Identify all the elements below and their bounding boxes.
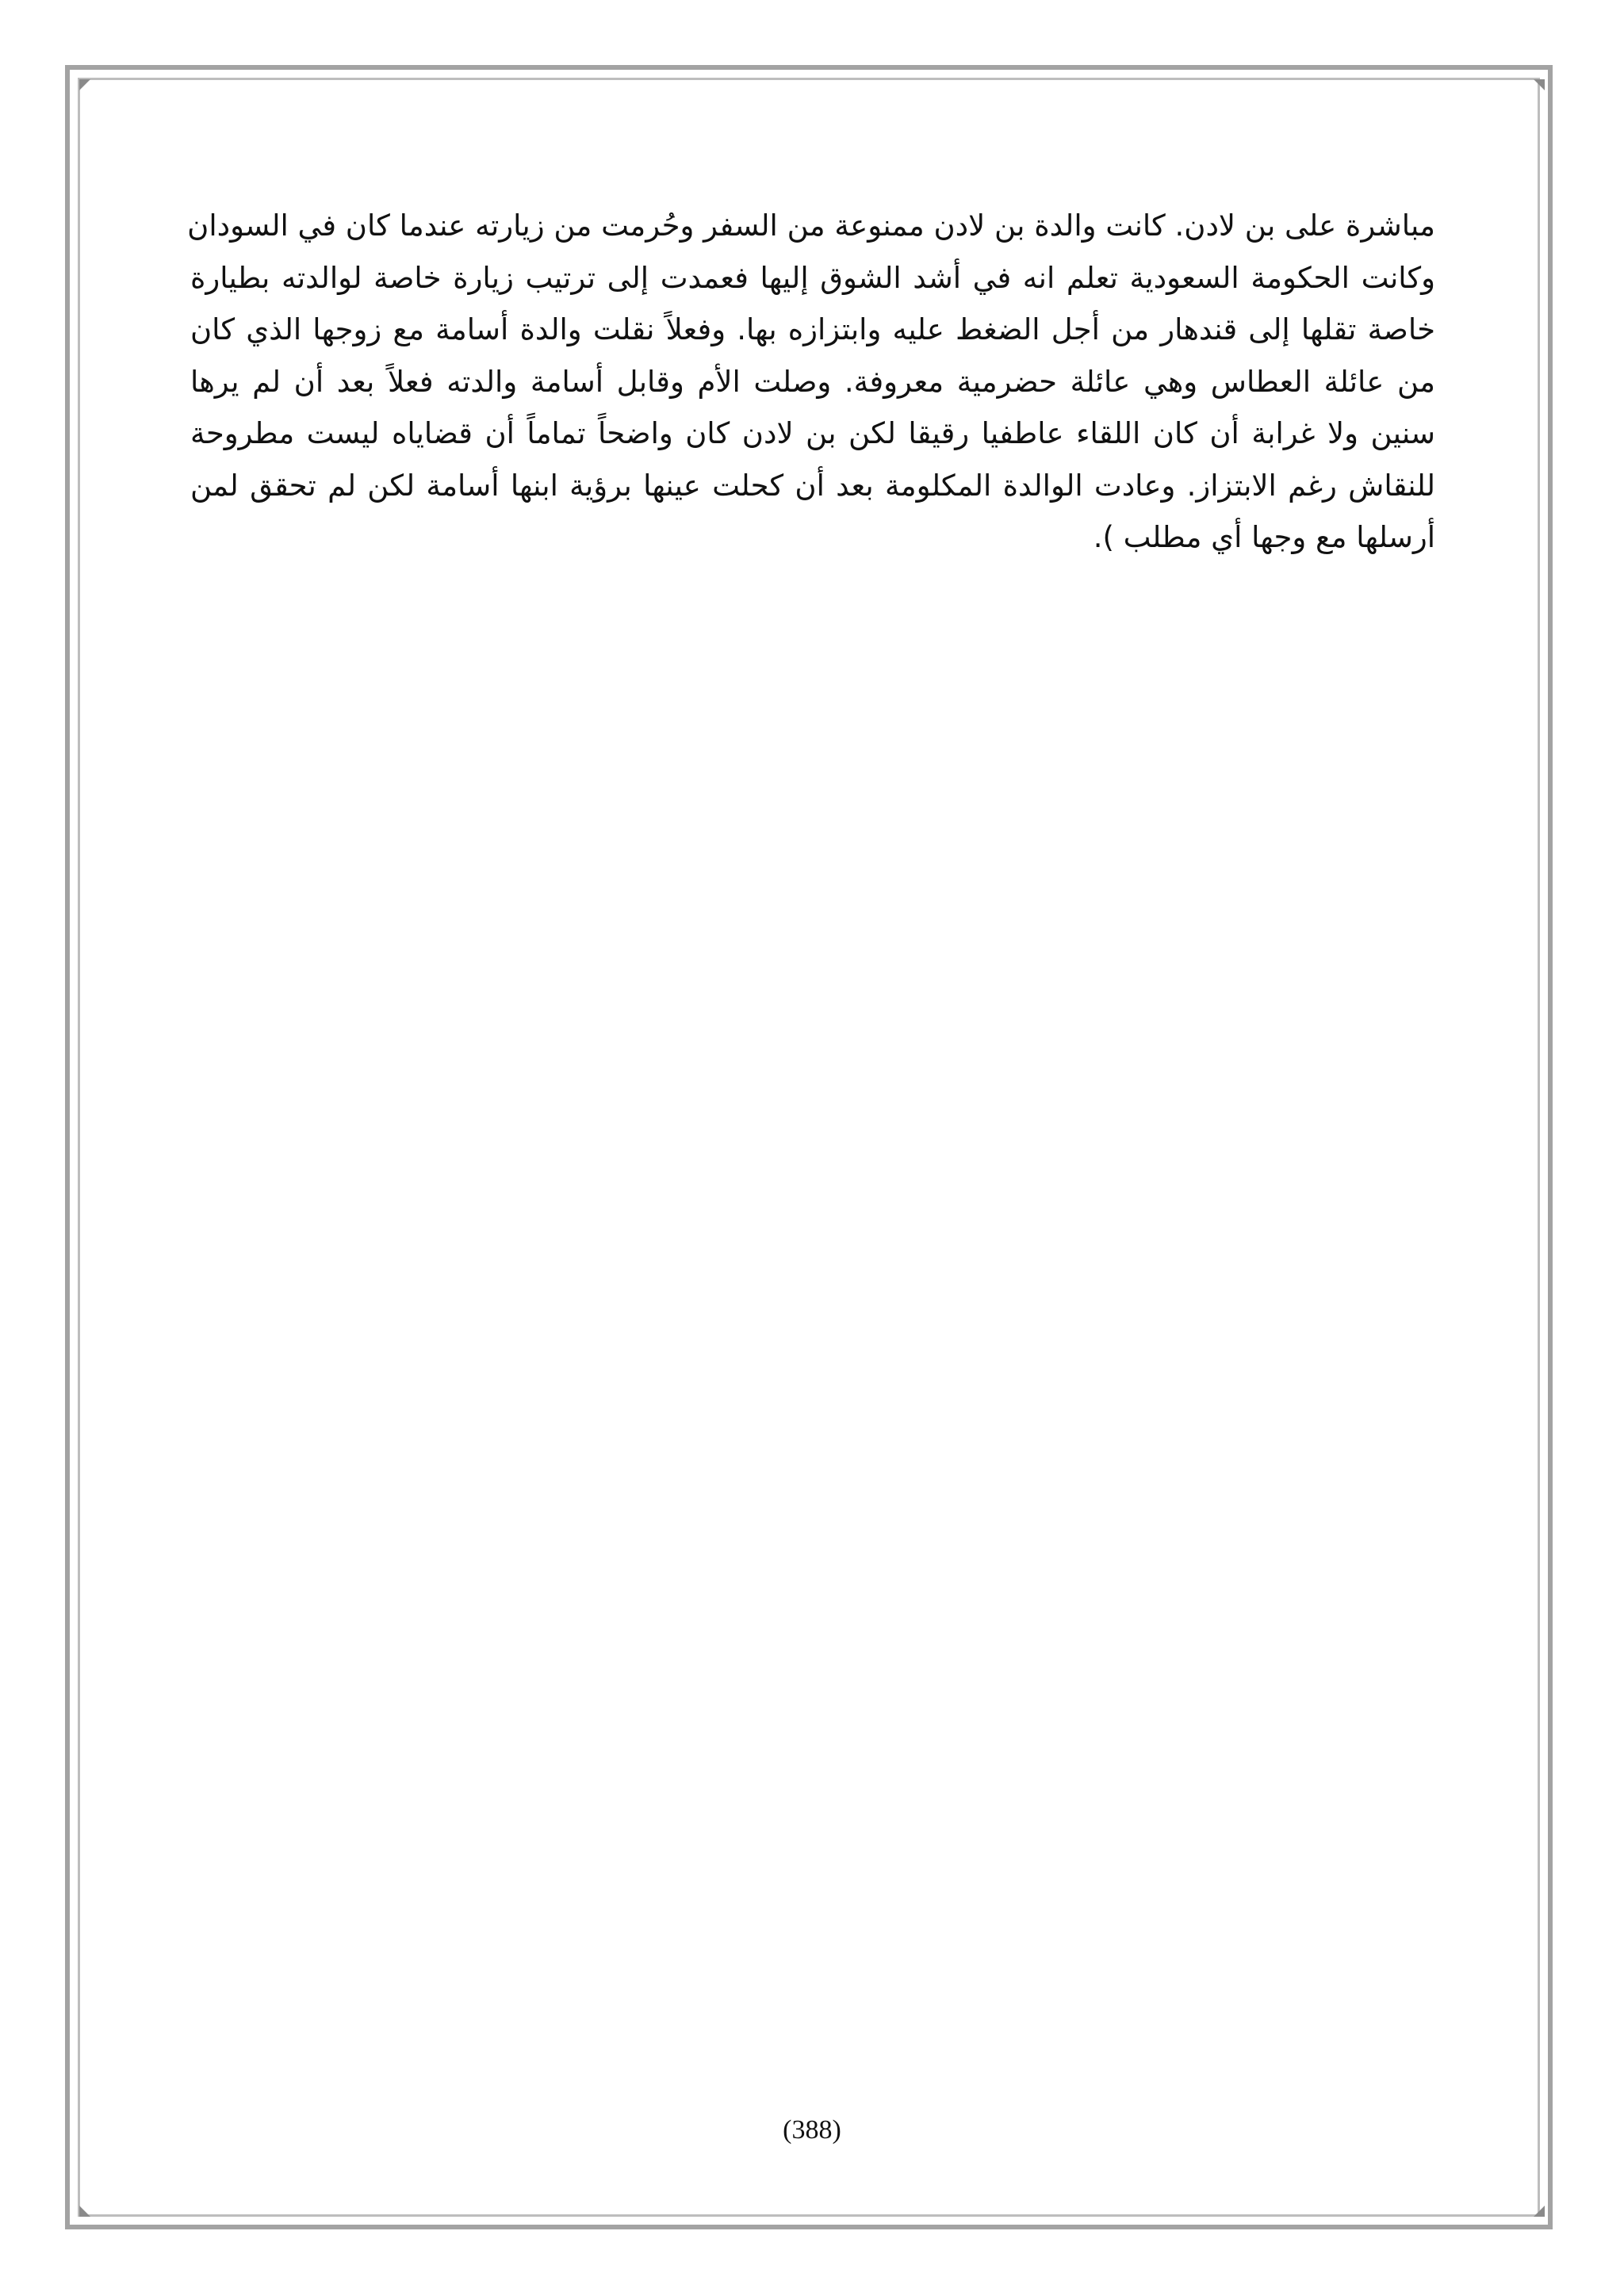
page-number: (388) [783, 2115, 841, 2145]
paragraph-line: للنقاش رغم الابتزاز. وعادت الوالدة المكلومة بعد أن كحلت عينها برؤية ابنها أسامة لكن لم تحقق لمن [190, 468, 1435, 503]
paragraph-line: وكانت الحكومة السعودية تعلم انه في أشد الشوق إليها فعمدت إلى ترتيب زيارة خاصة لوالدته بطيارة [190, 260, 1435, 295]
paragraph-line: سنين ولا غرابة أن كان اللقاء عاطفيا رقيقا لكن بن لادن كان واضحاً تماماً أن قضاياه ليست مطروحة [190, 416, 1435, 450]
corner-ornament-top-left [79, 79, 90, 90]
corner-ornament-bottom-left [79, 2206, 90, 2217]
paragraph-line: من عائلة العطاس وهي عائلة حضرمية معروفة. وصلت الأم وقابل أسامة والدته فعلاً بعد أن لم يرها [190, 364, 1435, 399]
paragraph-line: أرسلها مع وجها أي مطلب ). [1093, 520, 1435, 554]
paragraph-line: خاصة تقلها إلى قندهار من أجل الضغط عليه وابتزازه بها. وفعلاً نقلت والدة أسامة مع زوجها الذي كان [190, 312, 1435, 346]
paragraph-line: مباشرة على بن لادن. كانت والدة بن لادن ممنوعة من السفر وحُرمت من زيارته عندما كان في السودان [187, 209, 1435, 243]
body-paragraph [187, 200, 1435, 564]
corner-ornament-top-right [1534, 79, 1545, 90]
corner-ornament-bottom-right [1534, 2206, 1545, 2217]
